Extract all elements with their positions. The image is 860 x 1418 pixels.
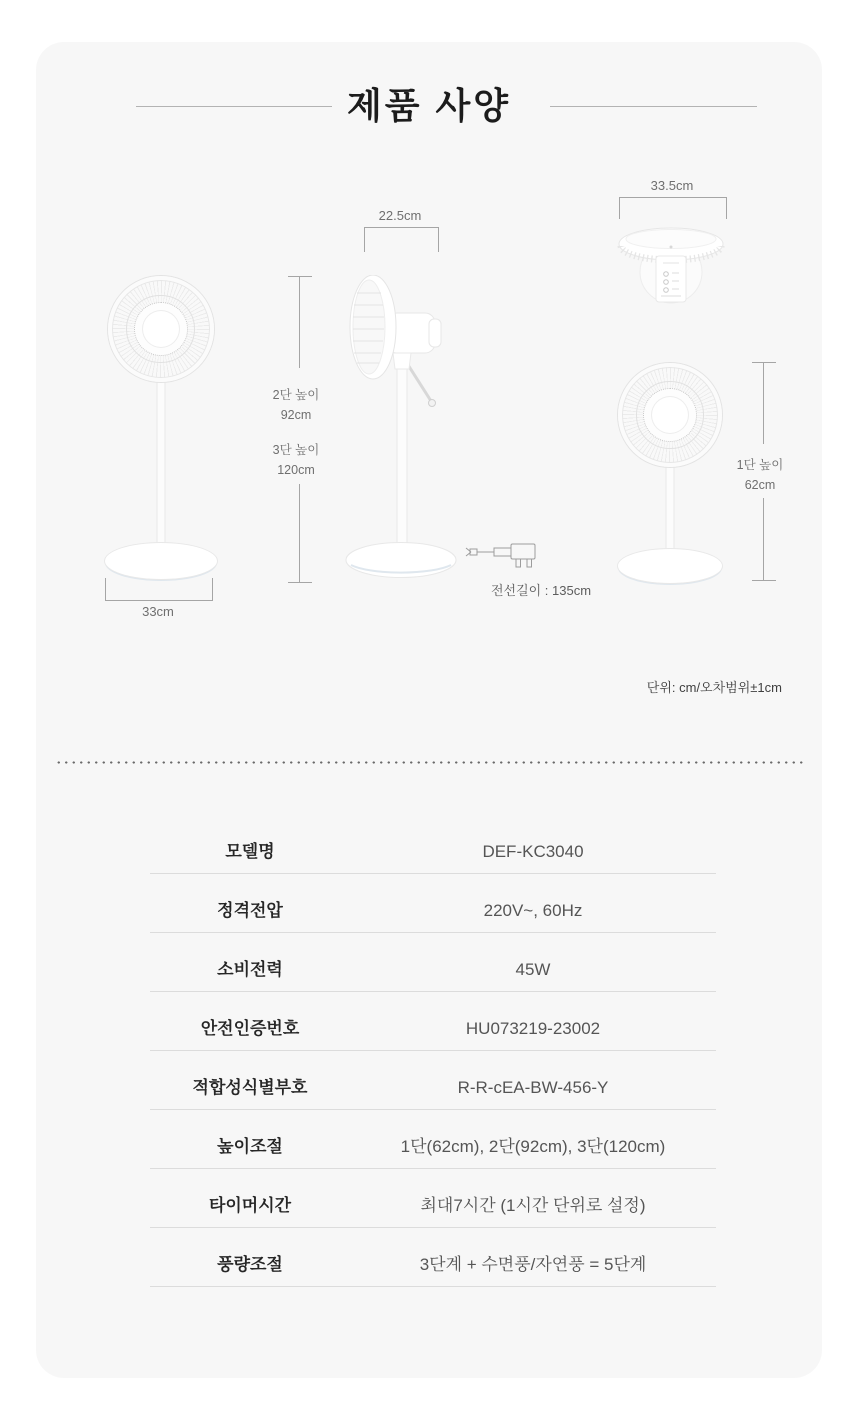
spec-label: 소비전력	[217, 960, 283, 979]
fan-head	[618, 363, 722, 467]
spec-value: 220V~, 60Hz	[483, 901, 583, 920]
table-row	[150, 1228, 716, 1287]
spec-value: DEF-KC3040	[482, 842, 584, 861]
dim-height-1dan-label: 1단 높이	[736, 458, 784, 472]
fan-head	[108, 276, 214, 382]
fan-front-view-right	[617, 363, 723, 583]
dim-line	[299, 484, 300, 582]
dim-height-1dan-value: 62cm	[744, 478, 776, 492]
spec-label: 정격전압	[217, 901, 283, 920]
table-row	[150, 815, 716, 874]
dim-height-2dan-value: 92cm	[280, 408, 312, 422]
unit-note: 단위: cm/오차범위±1cm	[646, 680, 782, 695]
fan-pole	[156, 376, 165, 548]
spec-value: 3단계 + 수면풍/자연풍 = 5단계	[419, 1255, 647, 1274]
fan-top-view-image	[617, 226, 725, 304]
cord-length-label: 전선길이 : 135cm	[490, 583, 592, 598]
spec-label: 모델명	[225, 842, 275, 861]
dim-top-width: 33.5cm	[650, 178, 694, 193]
dim-side-depth: 22.5cm	[378, 208, 422, 223]
dim-line	[299, 276, 300, 368]
dim-height-2dan	[273, 385, 320, 425]
table-row	[150, 874, 716, 933]
dim-line	[763, 498, 764, 580]
dim-line	[763, 362, 764, 444]
spec-table	[150, 815, 716, 1287]
dim-tick	[288, 582, 312, 583]
width-bracket-33-5cm	[619, 197, 727, 219]
dim-height-3dan-label: 3단 높이	[272, 443, 320, 457]
spec-label: 안전인증번호	[200, 1019, 300, 1038]
width-bracket-22-5cm	[364, 227, 439, 252]
dim-front-width: 33cm	[142, 604, 174, 619]
width-bracket-33cm	[105, 578, 213, 601]
dim-tick	[288, 276, 312, 277]
spec-label: 높이조절	[217, 1137, 283, 1156]
fan-hub	[143, 311, 179, 347]
spec-value: HU073219-23002	[465, 1019, 601, 1038]
fan-base	[618, 549, 722, 583]
spec-label: 적합성식별부호	[192, 1078, 308, 1097]
dim-height-1dan	[737, 455, 784, 495]
product-spec-card	[36, 42, 822, 1378]
table-row	[150, 1110, 716, 1169]
dotted-divider	[55, 761, 805, 764]
fan-side-view-image	[345, 275, 457, 580]
spec-label: 풍량조절	[217, 1255, 283, 1274]
table-row	[150, 1169, 716, 1228]
dim-tick	[752, 362, 776, 363]
dim-height-2dan-label: 2단 높이	[272, 388, 320, 402]
dim-height-3dan-value: 120cm	[277, 463, 315, 477]
table-row	[150, 992, 716, 1051]
dim-height-3dan	[273, 440, 320, 480]
fan-front-view-left	[104, 276, 217, 579]
fan-hub	[652, 397, 688, 433]
fan-base	[105, 543, 217, 579]
power-plug-icon	[464, 540, 538, 570]
spec-value: R-R-cEA-BW-456-Y	[457, 1078, 609, 1097]
spec-value: 1단(62cm), 2단(92cm), 3단(120cm)	[400, 1137, 666, 1156]
fan-pole	[666, 461, 675, 553]
spec-label: 타이머시간	[208, 1196, 292, 1215]
spec-value: 최대7시간 (1시간 단위로 설정)	[420, 1196, 646, 1215]
table-row	[150, 1051, 716, 1110]
spec-value: 45W	[515, 960, 551, 979]
dim-tick	[752, 580, 776, 581]
page-title: 제품 사양	[346, 85, 512, 126]
table-row	[150, 933, 716, 992]
